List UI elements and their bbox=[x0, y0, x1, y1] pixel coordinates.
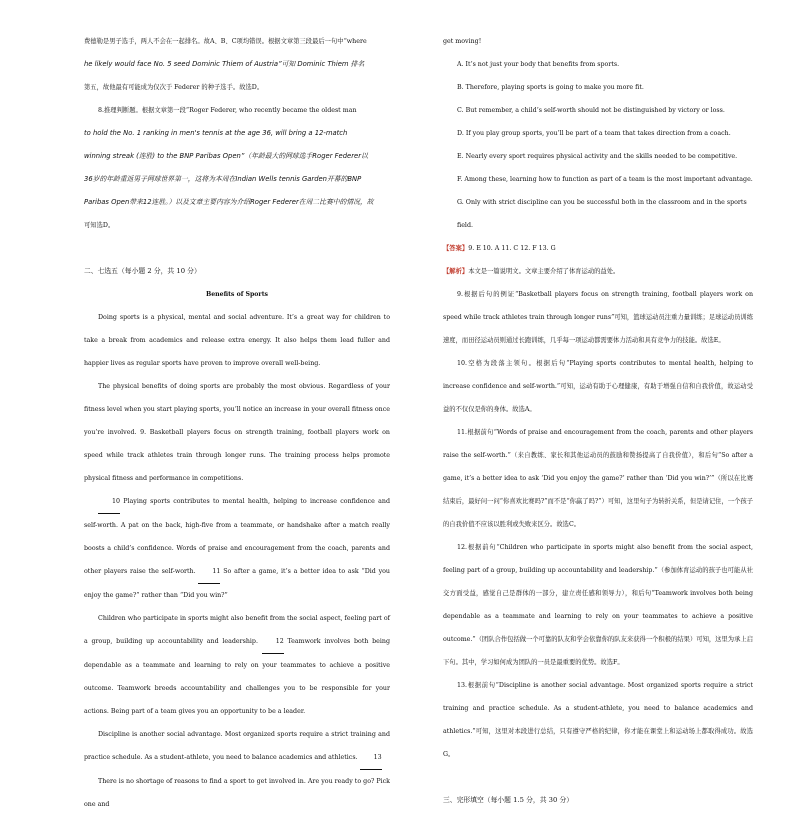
passage-para-2 bbox=[84, 375, 390, 490]
intro-line-2: he likely would face No. 5 seed Dominic Thiem of Austria”可知 Dominic Thiem 排名 bbox=[84, 60, 365, 68]
passage-para-5 bbox=[84, 723, 390, 770]
para-4b-text: Teamwork involves both being dependable as a teammate and learning to rely on your teammates to achieve a positive outcome. Teamwork breeds accountability and challenges you to be responsible for your actions. Being part of a team gives you an opportunity to be a leader. bbox=[84, 638, 390, 715]
q8-line-6: 可知选D。 bbox=[84, 222, 115, 229]
analysis-line bbox=[443, 260, 753, 283]
option-f: F. Among these, learning how to function as part of a team is the most important advantage. bbox=[457, 176, 753, 183]
q8-line-4: 36岁的年龄重返男子网球世界第一，这将为本周在Indian Wells tennis Garden开幕的BNP bbox=[84, 175, 362, 183]
explanation-13: 13.根据前句“Discipline is another social advantage. Most organized sports require a strict training and practice schedule. As a student-athlete, you need to balance academics and athletics.”可知，这里对本段进行总结，只有遵守严格的纪律，你才能在课堂上和运动场上都取得成功。故选G。 bbox=[443, 682, 753, 758]
option-a: A. It’s not just your body that benefits from sports. bbox=[457, 61, 620, 68]
para-2b-text: Basketball players focus on strength training, football players work on speed while track athletes train through longer runs. The training process helps promote physical fitness and performance in competitions. bbox=[84, 429, 390, 482]
intro-line-1: 费德勒是男子选手，两人不会在一起排名。故A、B、C项均错误。根据文章第三段最后一句中“where bbox=[84, 38, 367, 45]
answer-line bbox=[443, 237, 753, 260]
q8-line-3: winning streak (连胜) to the BNP Paribas Open”（年龄最大的网球选手Roger Federer以 bbox=[84, 152, 368, 160]
analysis-tag: 【解析】 bbox=[443, 268, 469, 275]
explanation-12: 12.根据前句“Children who participate in sports might also benefit from the social aspect, feeling part of a group, building up accountability and leadership.”（参加体育运动的孩子也可能从社交方面受益，感觉自己是群体的一部分，建立责任感和领导力），和后句“Teamwork involves both being dependable as a teammate and learning to rely on your teammates to achieve a positive outcome.”（团队合作包括做一个可靠的队友和学会依靠你的队友来获得一个积极的结果）可知，这里为承上启下句。其中，学习如何成为团队的一员是最重要的优势。故选F。 bbox=[443, 544, 753, 666]
passage-title: Benefits of Sports bbox=[205, 291, 269, 298]
intro-line-3: 第五，故他最有可能成为仅次于 Federer 的种子选手。故选D。 bbox=[84, 84, 264, 91]
para-3b-text: So after a game, it’s a better idea to ask “Did you enjoy the game?” rather than “Did you win?” bbox=[84, 568, 390, 599]
para-2-text: The physical benefits of doing sports are probably the most obvious. Regardless of your fitness level when you start playing sports, you’ll notice an increase in your overall fitness once you’re involved. bbox=[84, 383, 390, 436]
analysis-text: 本文是一篇说明文。文章主要介绍了体育运动的益处。 bbox=[468, 268, 620, 275]
blank-12: 12 bbox=[262, 630, 284, 654]
section-two-heading: 二、七选五（每小题 2 分，共 10 分） bbox=[84, 267, 201, 275]
passage-para-3 bbox=[84, 490, 390, 607]
answer-text: 9. E 10. A 11. C 12. F 13. G bbox=[468, 245, 556, 252]
option-e: E. Nearly every sport requires physical activity and the skills needed to be competitive. bbox=[457, 153, 738, 160]
q8-line-5: Paribas Open带来12连胜。）以及文章主要内容为介绍Roger Federer在周二比赛中的情况，故 bbox=[84, 198, 374, 206]
q8-line-1: 8.推理判断题。根据文章第一段“Roger Federer, who recently became the oldest man bbox=[98, 107, 357, 114]
blank-10: 10 bbox=[98, 490, 120, 514]
blank-13: 13 bbox=[360, 746, 382, 770]
passage-para-4 bbox=[84, 607, 390, 723]
passage-para-1: Doing sports is a physical, mental and social adventure. It’s a great way for children to take a break from academics and release extra energy. It also helps them lead fuller and happier lives as regular sports have proven to improve overall well-being. bbox=[84, 314, 390, 367]
para-5a-text: Discipline is another social advantage. Most organized sports require a strict training and practice schedule. As a student-athlete, you need to balance academics and athletics. bbox=[84, 731, 390, 761]
passage-para-6: There is no shortage of reasons to find a sport to get involved in. Are you ready to go? Pick one and bbox=[84, 778, 390, 808]
answer-tag: 【答案】 bbox=[443, 245, 469, 252]
left-column bbox=[84, 30, 390, 816]
option-b: B. Therefore, playing sports is going to make you more fit. bbox=[457, 84, 644, 91]
right-column bbox=[443, 30, 753, 812]
option-g: G. Only with strict discipline can you be successful both in the classroom and in the sports field. bbox=[457, 199, 747, 229]
para-4a-text: Children who participate in sports might also benefit from the social aspect, feeling part of a group, building up accountability and leadership. bbox=[84, 615, 390, 645]
option-c: C. But remember, a child’s self-worth should not be distinguished by victory or loss. bbox=[457, 107, 725, 114]
explanation-10: 10.空格为段落主领句。根据后句“Playing sports contributes to mental health, helping to increase confidence and self-worth.”可知，运动有助于心理健康，有助于增强自信和自我价值，故运动受益的不仅仅是你的身体。故选A。 bbox=[443, 360, 753, 413]
blank-9: 9. bbox=[140, 429, 147, 436]
q8-line-2: to hold the No. 1 ranking in men's tennis at the age 36, will bring a 12-match bbox=[84, 129, 348, 137]
blank-11: 11 bbox=[198, 560, 220, 584]
explanation-11: 11.根据前句“Words of praise and encouragement from the coach, parents and other players raise the self-worth.”（来自教练、家长和其他运动员的鼓励和赞扬提高了自我价值），和后句“So after a game, it’s a better idea to ask ‘Did you enjoy the game?’ rather than ‘Did you win?’”（所以在比赛结束后，最好问一问“你喜欢比赛吗?”而不是“你赢了吗?”）可知，这里句子为转折关系，但是请记住，一个孩子的自我价值不应该以胜利或失败来区分。故选C。 bbox=[443, 429, 753, 528]
passage-continuation: get moving! bbox=[443, 38, 482, 45]
para-3a-text: Playing sports contributes to mental health, helping to increase confidence and self-worth. A pat on the back, high-five from a teammate, or handshake after a match really boosts a child’s confidence. Words of praise and encouragement from the coach, parents and other players raise the self-worth. bbox=[84, 498, 390, 575]
section-three-heading: 三、完形填空（每小题 1.5 分，共 30 分） bbox=[443, 796, 574, 804]
explanation-9: 9.根据后句的例证“Basketball players focus on strength training, football players work on speed while track athletes train through longer runs”可知，篮球运动员注重力量训练；足球运动员训练速度，而田径运动员则通过长跑训练，几乎每一项运动都需要体力活动和具有竞争力的技能。故选E。 bbox=[443, 291, 753, 344]
option-d: D. If you play group sports, you’ll be part of a team that takes direction from a coach. bbox=[457, 130, 731, 137]
